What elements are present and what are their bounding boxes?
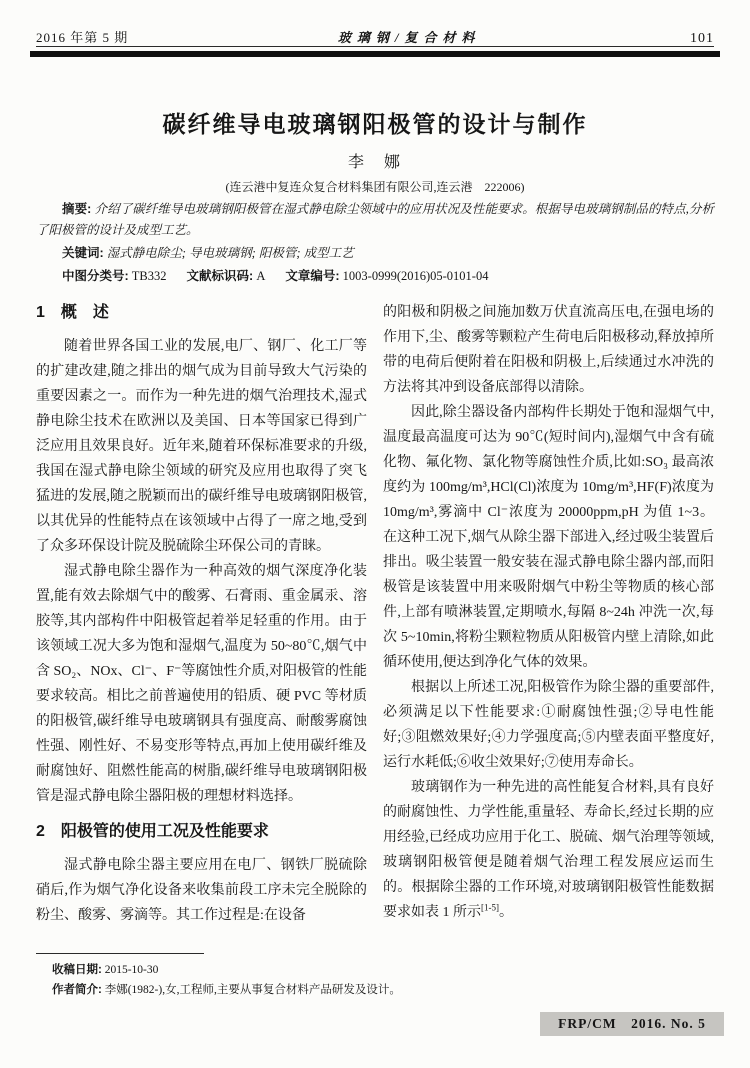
footnote	[52, 960, 612, 1000]
doc-code-value: A	[253, 269, 266, 283]
front-matter	[36, 199, 714, 287]
issue-label: 2016 年第 5 期	[36, 30, 129, 45]
header-rule-bar	[30, 51, 720, 57]
received-date-value: 2015-10-30	[101, 964, 159, 976]
journal-footer-badge: FRP/CM 2016. No. 5	[540, 1012, 724, 1036]
section-2-heading: 2 阳极管的使用工况及性能要求	[36, 823, 269, 840]
abstract-label: 摘要:	[62, 202, 92, 216]
left-column	[36, 300, 367, 928]
left-paragraph-2: 湿式静电除尘器作为一种高效的烟气深度净化装置,能有效去除烟气中的酸雾、石膏雨、重金属汞、溶胶等,其内部构件中阳极管起着举足轻重的作用。由于该领域工况大多为饱和湿烟气,温度为 50~80℃,烟气中含 SO₂、NOx、Cl⁻、F⁻等腐蚀性介质,对阳极管的性能要求较高。相比之前普遍使用的铅质、硬 PVC 等材质的阳极管,碳纤维导电玻璃钢具有强度高、耐酸雾腐蚀性强、刚性好、不易变形等特点,再加上使用碳纤维及耐腐蚀好、阻燃性能高的树脂,碳纤维导电玻璃钢阳极管是湿式静电除尘器阳极的理想材料选择。	[36, 564, 367, 804]
author-name: 李 娜	[347, 154, 402, 171]
journal-name: 玻璃钢/复合材料	[337, 30, 481, 45]
classification-row	[36, 266, 714, 287]
right-paragraph-1: 的阳极和阴极之间施加数万伏直流高压电,在强电场的作用下,尘、酸雾等颗粒产生荷电后阳极移动,释放掉所带的电荷后便附着在阳极和阴极上,后续通过水冲洗的方法将其冲到设备底部得以清除。	[383, 305, 714, 395]
keywords-text: 湿式静电除尘; 导电玻璃钢; 阳极管; 成型工艺	[103, 246, 354, 260]
received-date-label: 收稿日期:	[52, 964, 102, 976]
right-column	[383, 300, 714, 925]
right-paragraph-3: 根据以上所述工况,阳极管作为除尘器的重要部件,必须满足以下性能要求:①耐腐蚀性强;②导电性能好;③阻燃效果好;④力学强度高;⑤内壁表面平整度好,运行水耗低;⑥收尘效果好;⑦使用寿命长。	[383, 680, 714, 770]
doc-code-label: 文献标识码:	[186, 269, 254, 283]
author-affiliation: (连云港中复连众复合材料集团有限公司,连云港 222006)	[225, 180, 525, 194]
left-paragraph-1: 随着世界各国工业的发展,电厂、钢厂、化工厂等的扩建改建,随之排出的烟气成为目前导致大气污染的重要因素之一。而作为一种先进的烟气治理技术,湿式静电除尘技术在欧洲以及美国、日本等国家已得到广泛应用且效果良好。近年来,随着环保标准要求的升级,我国在湿式静电除尘领域的研究及应用也取得了突飞猛进的发展,随之脱颖而出的碳纤维导电玻璃钢阳极管,以其优异的性能特点在该领域中占得了一席之地,受到了众多环保设计院及脱硫除尘环保公司的青睐。	[36, 339, 367, 554]
right-paragraph-4-end: 。	[499, 905, 513, 920]
abstract-text: 介绍了碳纤维导电玻璃钢阳极管在湿式静电除尘领域中的应用状况及性能要求。根据导电玻璃钢制品的特点,分析了阳极管的设计及成型工艺。	[36, 202, 714, 237]
keywords	[36, 243, 714, 264]
citation-ref: [1-5]	[481, 902, 499, 913]
article-title: 碳纤维导电玻璃钢阳极管的设计与制作	[162, 111, 588, 137]
author-bio-row	[52, 980, 612, 1000]
received-date-row	[52, 960, 612, 980]
keywords-label: 关键词:	[62, 246, 104, 260]
clc-label: 中图分类号:	[62, 269, 129, 283]
right-paragraph-2: 因此,除尘器设备内部构件长期处于饱和湿烟气中,温度最高温度可达为 90℃(短时间内),湿烟气中含有硫化物、氟化物、氯化物等腐蚀性介质,比如:SO₃ 最高浓度约为 100mg/m³,HCl(Cl)浓度为 10mg/m³,HF(F)浓度为 10mg/m³,雾滴中 Cl⁻浓度为 20000ppm,pH 为值 1~3。在这种工况下,烟气从除尘器下部进入,经过吸尘装置后排出。吸尘装置一般安装在湿式静电除尘器内部,而阳极管是该装置中用来吸附烟气中粉尘等物质的核心部件,上部有喷淋装置,定期喷水,每隔 8~24h 冲洗一次,每次 5~10min,将粉尘颗粒物质从阳极管内壁上清除,如此循环使用,便达到净化气体的效果。	[383, 405, 714, 670]
clc-value: TB332	[128, 269, 167, 283]
footnote-rule	[36, 953, 204, 954]
right-paragraph-4	[383, 775, 714, 925]
author-bio-label: 作者简介:	[52, 984, 102, 996]
article-id-label: 文章编号:	[285, 269, 340, 283]
page-header	[36, 27, 714, 47]
section-1-heading: 1 概 述	[36, 304, 109, 321]
abstract	[36, 199, 714, 241]
page-number: 101	[689, 31, 714, 46]
left-paragraph-3: 湿式静电除尘器主要应用在电厂、钢铁厂脱硫除硝后,作为烟气净化设备来收集前段工序未完全脱除的粉尘、酸雾、雾滴等。其工作过程是:在设备	[36, 858, 367, 923]
author-bio-value: 李娜(1982-),女,工程师,主要从事复合材料产品研发及设计。	[101, 984, 401, 996]
right-paragraph-4-text: 玻璃钢作为一种先进的高性能复合材料,具有良好的耐腐蚀性、力学性能,重量轻、寿命长,经过长期的应用经验,已经成功应用于化工、脱硫、烟气治理等领域,玻璃钢阳极管便是随着烟气治理工程发展应运而生的。根据除尘器的工作环境,对玻璃钢阳极管性能数据要求如表 1 所示	[383, 780, 714, 920]
header-hairline	[36, 46, 714, 47]
article-id-value: 1003-0999(2016)05-0101-04	[339, 269, 489, 283]
